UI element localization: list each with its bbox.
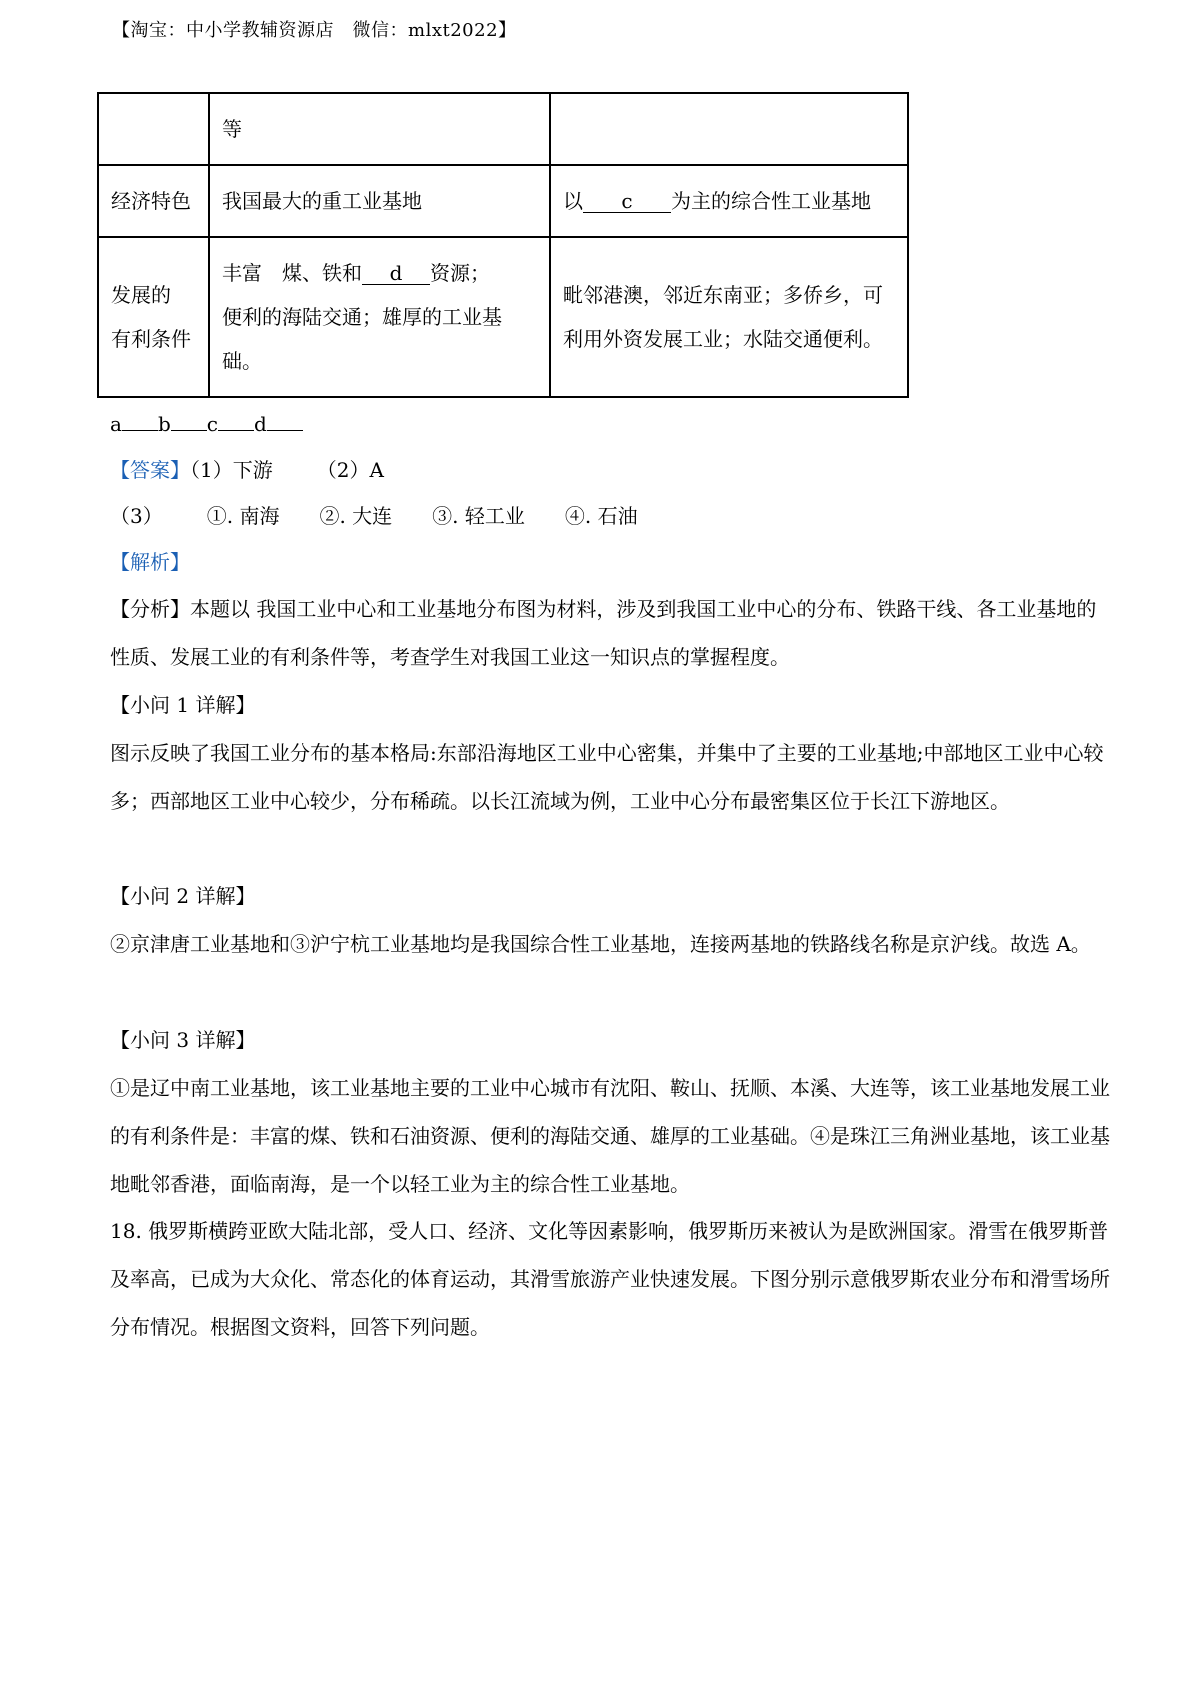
table-cell: 经济特色 bbox=[98, 165, 209, 237]
table-cell bbox=[209, 237, 550, 397]
cell-text: 为主的综合性工业基地 bbox=[671, 189, 871, 213]
answer-item: ③. 轻工业 bbox=[432, 504, 525, 528]
cell-line bbox=[222, 251, 537, 295]
table-row bbox=[98, 165, 908, 237]
fill-blank bbox=[218, 430, 254, 431]
sub3-paragraph: ①是辽中南工业基地，该工业基地主要的工业中心城市有沈阳、鞍山、抚顺、本溪、大连等，该工业基地发展工业的有利条件是：丰富的煤、铁和石油资源、便利的海陆交通、雄厚的工业基础。④是珠江三角洲业基地，该工业基地毗邻香港，面临南海，是一个以轻工业为主的综合性工业基地。 bbox=[110, 1076, 1110, 1196]
answer-q3-line bbox=[110, 492, 1110, 540]
answer-item: ②. 大连 bbox=[319, 504, 393, 528]
answer-q2: （2）A bbox=[316, 458, 384, 482]
cell-line: 毗邻港澳，邻近东南亚；多侨乡，可 bbox=[563, 283, 883, 307]
table-cell bbox=[98, 93, 209, 165]
analysis-paragraph: 【分析】本题以 我国工业中心和工业基地分布图为材料，涉及到我国工业中心的分布、铁路干线、各工业基地的性质、发展工业的有利条件等，考查学生对我国工业这一知识点的掌握程度。 bbox=[110, 597, 1097, 669]
blank-letter: c bbox=[206, 412, 218, 436]
table-cell bbox=[550, 237, 908, 397]
cell-line: 有利条件 bbox=[111, 327, 191, 351]
cell-line: 利用外资发展工业；水陆交通便利。 bbox=[563, 327, 883, 351]
answer-item: ④. 石油 bbox=[564, 504, 638, 528]
page-header: 【淘宝：中小学教辅资源店 微信：mlxt2022】 bbox=[112, 20, 517, 41]
cell-line: 便利的海陆交通；雄厚的工业基 bbox=[222, 305, 502, 329]
sub3-title: 【小问 3 详解】 bbox=[110, 1028, 256, 1052]
fill-blank bbox=[122, 430, 158, 431]
cell-text: 资源； bbox=[430, 261, 490, 285]
fill-blank: c bbox=[583, 190, 671, 213]
cell-line: 发展的 bbox=[111, 283, 171, 307]
table-cell bbox=[550, 93, 908, 165]
sub2-paragraph: ②京津唐工业基地和③沪宁杭工业基地均是我国综合性工业基地，连接两基地的铁路线名称是京沪线。故选 A。 bbox=[110, 932, 1091, 956]
answer-q1: （1）下游 bbox=[190, 458, 273, 482]
fill-blank: d bbox=[362, 262, 430, 285]
question-18: 18. 俄罗斯横跨亚欧大陆北部，受人口、经济、文化等因素影响，俄罗斯历来被认为是欧洲国家。滑雪在俄罗斯普及率高，已成为大众化、常态化的体育运动，其滑雪旅游产业快速发展。下图分别示意俄罗斯农业分布和滑雪场所分布情况。根据图文资料，回答下列问题。 bbox=[110, 1219, 1110, 1339]
answer-q3-prefix: （3） bbox=[110, 504, 163, 528]
answer-line bbox=[110, 446, 1110, 494]
blank-letter: d bbox=[253, 412, 267, 436]
table-cell: 等 bbox=[209, 93, 550, 165]
blank-letter: b bbox=[157, 412, 171, 436]
sub1-paragraph: 图示反映了我国工业分布的基本格局:东部沿海地区工业中心密集，并集中了主要的工业基地;中部地区工业中心较多；西部地区工业中心较少，分布稀疏。以长江流域为例，工业中心分布最密集区位于长江下游地区。 bbox=[110, 741, 1104, 813]
industrial-base-table bbox=[97, 92, 909, 398]
answer-label: 【答案】 bbox=[110, 458, 190, 482]
blanks-line bbox=[110, 400, 1110, 448]
cell-line: 础。 bbox=[222, 349, 262, 373]
table-cell bbox=[98, 237, 209, 397]
table-row bbox=[98, 93, 908, 165]
blank-letter: a bbox=[110, 412, 122, 436]
fill-blank bbox=[267, 430, 303, 431]
sub1-title: 【小问 1 详解】 bbox=[110, 693, 256, 717]
fill-blank bbox=[171, 430, 207, 431]
table-cell bbox=[550, 165, 908, 237]
cell-text: 以 bbox=[563, 189, 583, 213]
cell-text: 丰富 煤、铁和 bbox=[222, 261, 362, 285]
analysis-label: 【解析】 bbox=[110, 550, 190, 574]
table-row bbox=[98, 237, 908, 397]
sub2-title: 【小问 2 详解】 bbox=[110, 884, 256, 908]
answer-item: ①. 南海 bbox=[206, 504, 280, 528]
table-cell: 我国最大的重工业基地 bbox=[209, 165, 550, 237]
